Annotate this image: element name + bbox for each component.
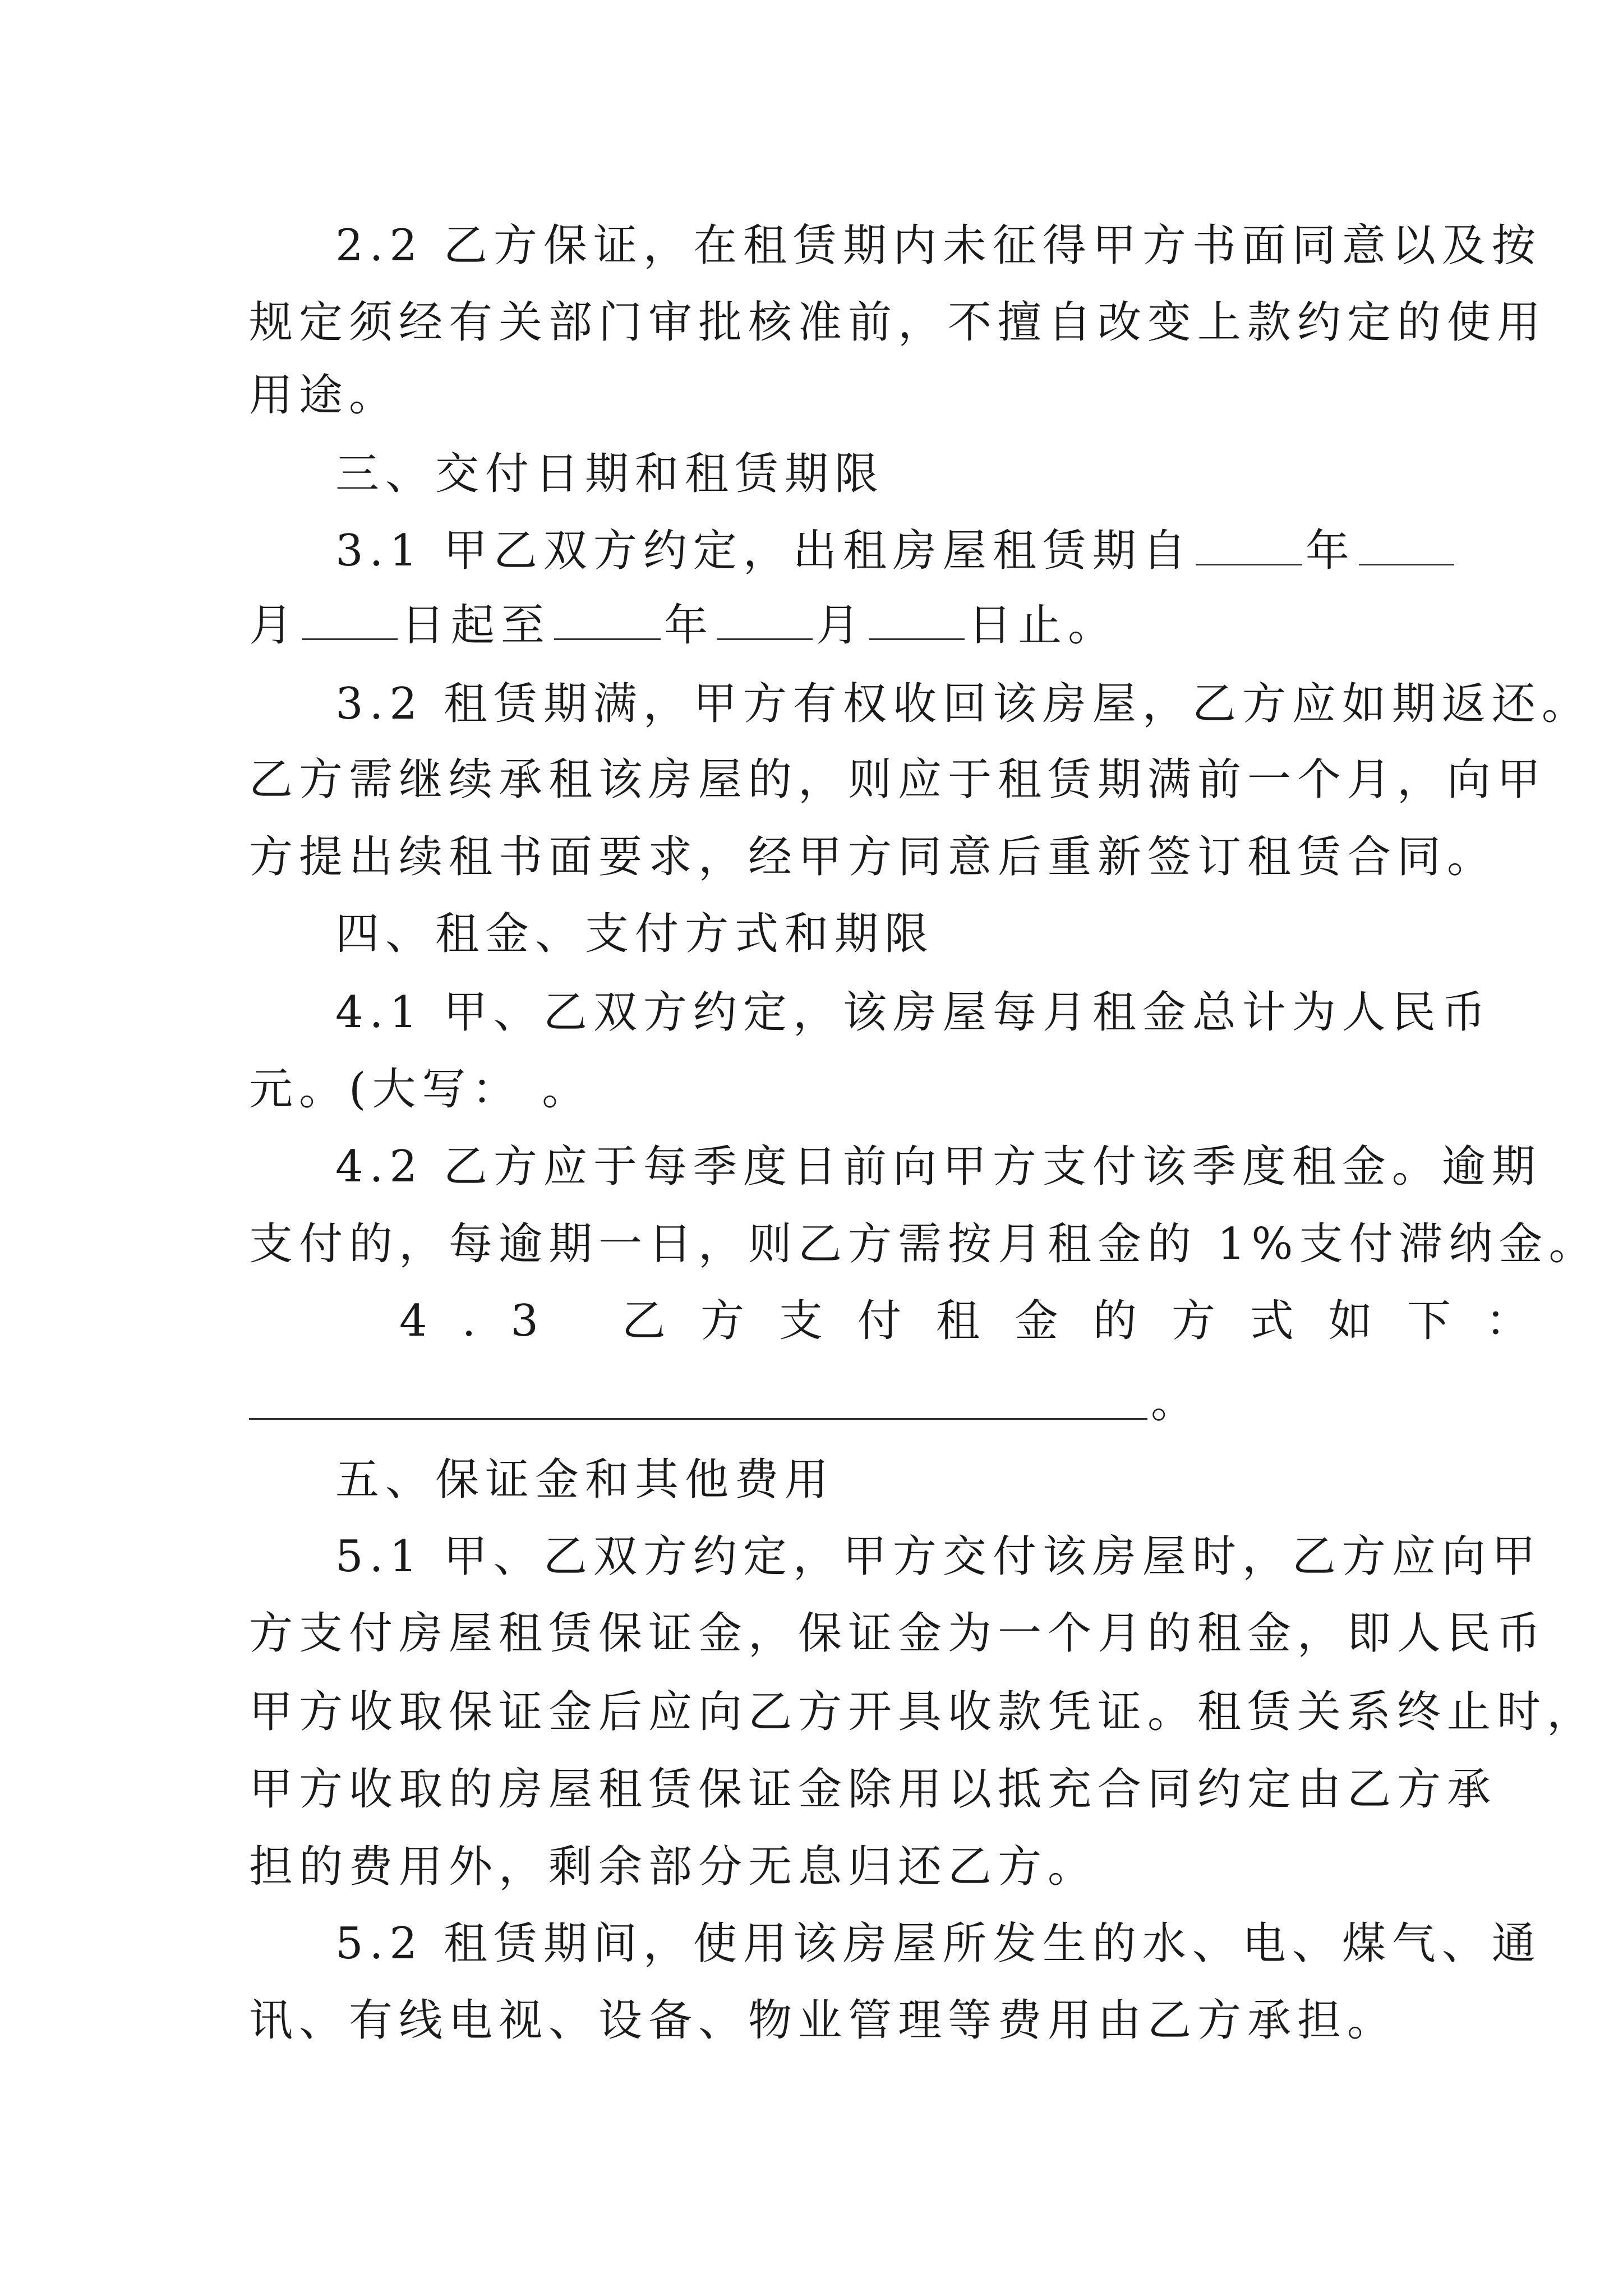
clause-5-1-line-4: 甲方收取的房屋租赁保证金除用以抵充合同约定由乙方承 <box>249 1764 1497 1815</box>
start-day-blank[interactable] <box>302 604 398 640</box>
clause-4-3-period: 。 <box>1151 1377 1195 1428</box>
clause-3-1-text: 3.1 甲乙双方约定，出租房屋租赁期自 <box>335 526 1192 576</box>
section-5-heading: 五、保证金和其他费用 <box>335 1455 835 1505</box>
end-month-blank[interactable] <box>717 604 813 640</box>
start-month-blank[interactable] <box>1359 529 1454 565</box>
clause-4-2-line-2: 支付的，每逾期一日，则乙方需按月租金的 1%支付滞纳金。 <box>249 1219 1599 1269</box>
payment-method-blank[interactable] <box>249 1418 1147 1420</box>
clause-3-2-line-1: 3.2 租赁期满，甲方有权收回该房屋，乙方应如期返还。 <box>335 679 1592 729</box>
year-label: 年 <box>1305 526 1355 576</box>
section-3-heading: 三、交付日期和租赁期限 <box>335 449 885 499</box>
clause-5-1-line-1: 5.1 甲、乙双方约定，甲方交付该房屋时，乙方应向甲 <box>335 1531 1542 1582</box>
clause-3-1-line-1 <box>335 517 1479 585</box>
end-label: 日止。 <box>968 600 1118 651</box>
clause-5-1-line-2: 方支付房屋租赁保证金，保证金为一个月的租金，即人民币 <box>249 1608 1547 1659</box>
clause-5-1-line-5: 担的费用外，剩余部分无息归还乙方。 <box>249 1842 1098 1892</box>
clause-2-2-line-3: 用途。 <box>249 370 399 421</box>
clause-3-2-line-3: 方提出续租书面要求，经甲方同意后重新签订租赁合同。 <box>249 832 1497 882</box>
start-year-blank[interactable] <box>1196 529 1302 565</box>
month-label: 月 <box>249 600 299 651</box>
clause-2-2-line-1: 2.2 乙方保证，在租赁期内未征得甲方书面同意以及按 <box>335 220 1542 271</box>
clause-5-1-line-3: 甲方收取保证金后应向乙方开具收款凭证。租赁关系终止时， <box>249 1687 1597 1737</box>
section-4-heading: 四、租金、支付方式和期限 <box>335 909 935 959</box>
clause-4-2-line-1: 4.2 乙方应于每季度日前向甲方支付该季度租金。逾期 <box>335 1142 1542 1192</box>
clause-3-2-line-2: 乙方需继续承租该房屋的，则应于租赁期满前一个月，向甲 <box>249 754 1547 805</box>
end-day-blank[interactable] <box>869 604 965 640</box>
start-to-label: 日起至 <box>401 600 551 651</box>
clause-3-1-line-2 <box>249 592 1393 659</box>
clause-4-1-line-1: 4.1 甲、乙双方约定，该房屋每月租金总计为人民币 <box>335 987 1492 1038</box>
clause-2-2-line-2: 规定须经有关部门审批核准前，不擅自改变上款约定的使用 <box>249 297 1547 348</box>
clause-4-1-line-2: 元。(大写： 。 <box>249 1064 592 1115</box>
clause-4-3-line-1: 4.3 乙方支付租金的方式如下： <box>399 1296 1564 1346</box>
end-year-label: 年 <box>664 600 714 651</box>
end-year-blank[interactable] <box>554 604 661 640</box>
clause-5-2-line-1: 5.2 租赁期间，使用该房屋所发生的水、电、煤气、通 <box>335 1918 1542 1969</box>
end-month-label: 月 <box>816 600 866 651</box>
clause-5-2-line-2: 讯、有线电视、设备、物业管理等费用由乙方承担。 <box>249 1995 1398 2046</box>
